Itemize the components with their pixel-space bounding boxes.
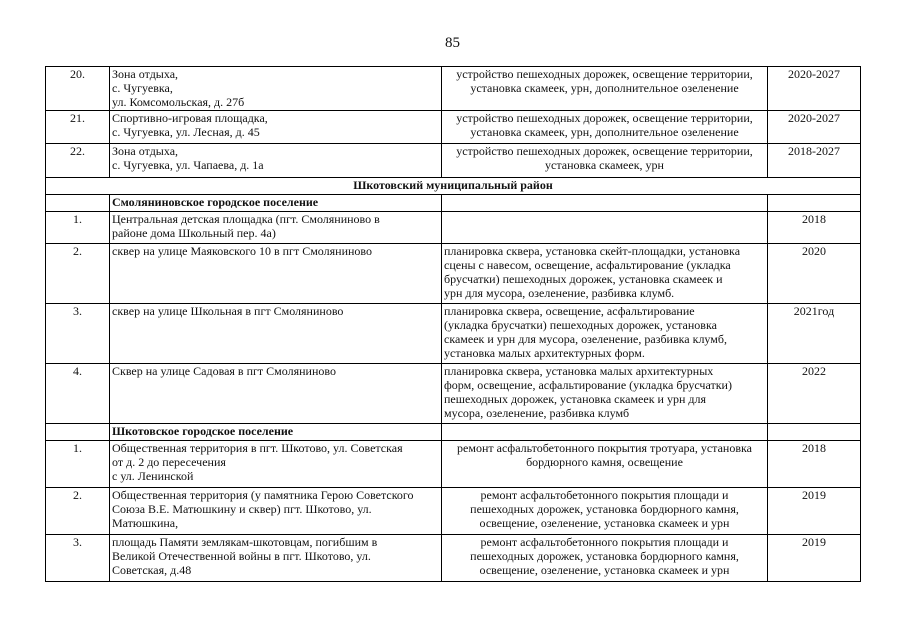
works-description: ремонт асфальтобетонного покрытия площади и пешеходных дорожек, установка бордюрного камня, освещение, озеленение, установка скамеек и урн	[442, 488, 768, 535]
row-number: 2.	[46, 244, 110, 304]
table-row	[46, 212, 861, 244]
settlement-row	[46, 195, 861, 212]
row-number: 1.	[46, 212, 110, 244]
period: 2020-2027	[768, 67, 861, 111]
object-name: Центральная детская площадка (пгт. Смоляниново в районе дома Школьный пер. 4а)	[110, 212, 442, 244]
district-row	[46, 178, 861, 195]
objects-table	[45, 66, 861, 582]
period: 2021год	[768, 304, 861, 364]
period: 2022	[768, 364, 861, 424]
table-row	[46, 67, 861, 111]
object-name: Зона отдыха, с. Чугуевка, ул. Комсомольская, д. 27б	[110, 67, 442, 111]
row-number: 3.	[46, 304, 110, 364]
row-number: 3.	[46, 535, 110, 582]
row-number: 22.	[46, 144, 110, 178]
period: 2020-2027	[768, 111, 861, 144]
period: 2019	[768, 488, 861, 535]
period: 2018	[768, 212, 861, 244]
table-row	[46, 304, 861, 364]
object-name: Общественная территория (у памятника Герою Советского Союза В.Е. Матюшкину и сквер) пгт. Шкотово, ул. Матюшкина,	[110, 488, 442, 535]
table-row	[46, 535, 861, 582]
empty-cell	[442, 195, 768, 212]
row-number: 20.	[46, 67, 110, 111]
settlement-heading: Шкотовское городское поселение	[110, 424, 442, 441]
works-description: устройство пешеходных дорожек, освещение территории, установка скамеек, урн	[442, 144, 768, 178]
works-description: планировка сквера, установка малых архитектурных форм, освещение, асфальтирование (укладка брусчатки) пешеходных дорожек, установка скамеек и урн для мусора, озеленение, разбивка клумб	[442, 364, 768, 424]
table-row	[46, 144, 861, 178]
settlement-row	[46, 424, 861, 441]
period: 2019	[768, 535, 861, 582]
works-description	[442, 212, 768, 244]
settlement-heading: Смоляниновское городское поселение	[110, 195, 442, 212]
object-name: Сквер на улице Садовая в пгт Смоляниново	[110, 364, 442, 424]
district-heading: Шкотовский муниципальный район	[46, 178, 861, 195]
row-number: 2.	[46, 488, 110, 535]
page-number: 85	[445, 35, 460, 51]
object-name: Зона отдыха, с. Чугуевка, ул. Чапаева, д. 1а	[110, 144, 442, 178]
works-description: устройство пешеходных дорожек, освещение территории, установка скамеек, урн, дополнительное озеленение	[442, 111, 768, 144]
table-row	[46, 111, 861, 144]
object-name: сквер на улице Школьная в пгт Смоляниново	[110, 304, 442, 364]
period: 2018	[768, 441, 861, 488]
works-description: ремонт асфальтобетонного покрытия тротуара, установка бордюрного камня, освещение	[442, 441, 768, 488]
empty-cell	[442, 424, 768, 441]
period: 2020	[768, 244, 861, 304]
row-number: 21.	[46, 111, 110, 144]
empty-cell	[46, 424, 110, 441]
empty-cell	[46, 195, 110, 212]
works-description: устройство пешеходных дорожек, освещение территории, установка скамеек, урн, дополнительное озеленение	[442, 67, 768, 111]
table-row	[46, 244, 861, 304]
row-number: 1.	[46, 441, 110, 488]
table-row	[46, 488, 861, 535]
empty-cell	[768, 195, 861, 212]
object-name: сквер на улице Маяковского 10 в пгт Смоляниново	[110, 244, 442, 304]
works-description: планировка сквера, установка скейт-площадки, установка сцены с навесом, освещение, асфальтирование (укладка брусчатки) пешеходных дорожек, установка скамеек и урн для мусора, озеленение, разбивка клумб.	[442, 244, 768, 304]
works-description: ремонт асфальтобетонного покрытия площади и пешеходных дорожек, установка бордюрного камня, освещение, озеленение, установка скамеек и урн	[442, 535, 768, 582]
works-description: планировка сквера, освещение, асфальтирование (укладка брусчатки) пешеходных дорожек, установка скамеек и урн для мусора, озеленение, разбивка клумб, установка малых архитектурных форм.	[442, 304, 768, 364]
empty-cell	[768, 424, 861, 441]
object-name: Спортивно-игровая площадка, с. Чугуевка, ул. Лесная, д. 45	[110, 111, 442, 144]
object-name: площадь Памяти землякам-шкотовцам, погибшим в Великой Отечественной войны в пгт. Шкотово, ул. Советская, д.48	[110, 535, 442, 582]
period: 2018-2027	[768, 144, 861, 178]
table-row	[46, 441, 861, 488]
row-number: 4.	[46, 364, 110, 424]
object-name: Общественная территория в пгт. Шкотово, ул. Советская от д. 2 до пересечения с ул. Ленинской	[110, 441, 442, 488]
table-row	[46, 364, 861, 424]
